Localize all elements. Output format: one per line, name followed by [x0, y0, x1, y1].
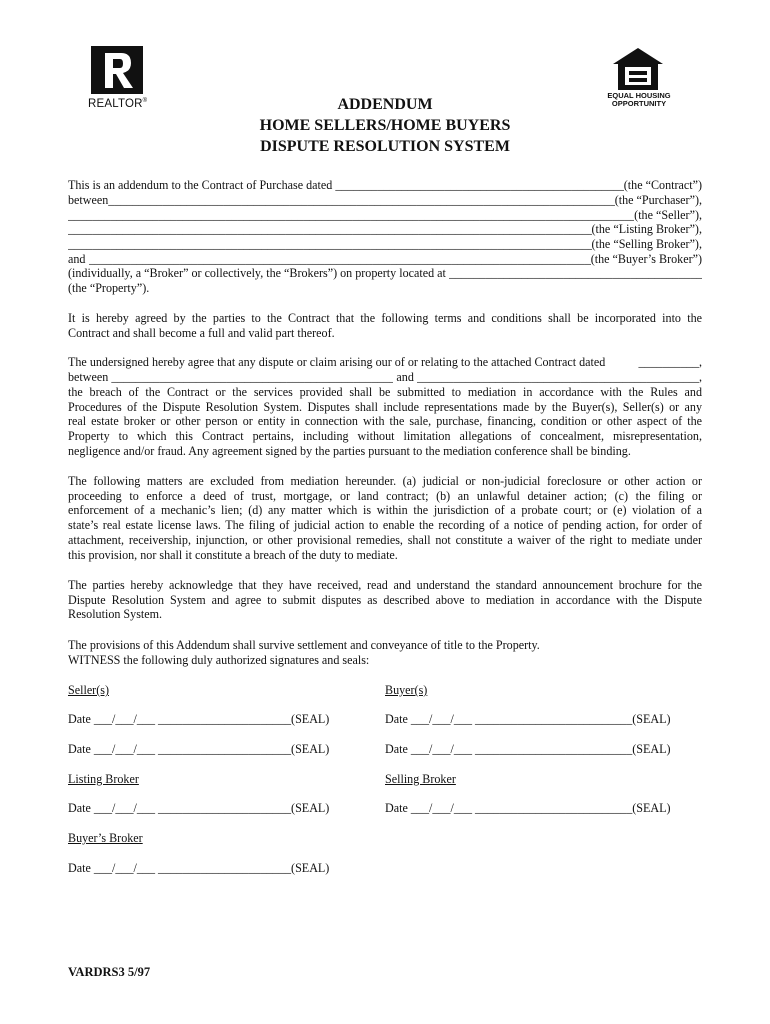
selling-broker-signature[interactable]: Date ___/___/___ __________________________(SEAL) — [385, 801, 671, 815]
title-subject: HOME SELLERS/HOME BUYERS — [259, 117, 511, 134]
para-3-line-5: attachment, receivership, injunction, or other provisional remedies, shall not constitute a waiver of the right to mediate under — [68, 533, 702, 547]
contract-date-line[interactable]: This is an addendum to the Contract of Purchase dated _____ (the “Contract”) — [68, 178, 702, 192]
seller-line[interactable]: _____ (the “Seller”), — [68, 208, 702, 222]
purchaser-line[interactable]: between _____ (the “Purchaser”), — [68, 193, 702, 207]
title-system: DISPUTE RESOLUTION SYSTEM — [260, 138, 510, 155]
para-2-line-6: Property to which this Contract pertains, including without limitation allegations of concealment, misrepresentation, — [68, 429, 702, 443]
para-1-line-2: Contract and shall become a full and valid part thereof. — [68, 326, 335, 340]
para-2-line-1[interactable]: The undersigned hereby agree that any dispute or claim arising our of or relating to the attached Contract dated __________, — [68, 355, 702, 369]
para-3-line-1: The following matters are excluded from mediation hereunder. (a) judicial or non-judicial foreclosure or other action or — [68, 474, 702, 488]
realtor-logo — [91, 46, 143, 94]
property-location-line[interactable]: (individually, a “Broker” or collectively, the “Brokers”) on property located at _____ — [68, 266, 702, 280]
para-3-line-6: this provision, nor shall it constitute a breach of the duty to mediate. — [68, 548, 398, 562]
form-code: VARDRS3 5/97 — [68, 965, 151, 979]
buyers-broker-line[interactable]: and _____ (the “Buyer’s Broker”) — [68, 252, 702, 266]
buyer-signature-1[interactable]: Date ___/___/___ __________________________(SEAL) — [385, 712, 671, 726]
para-4-line-3: Resolution System. — [68, 607, 163, 621]
buyers-heading: Buyer(s) — [385, 683, 428, 697]
buyer-signature-2[interactable]: Date ___/___/___ __________________________(SEAL) — [385, 742, 671, 756]
para-2-line-4: Procedures of the Dispute Resolution System. Disputes shall include representations made by the Buyer(s), Seller(s) or any — [68, 400, 702, 414]
realtor-wordmark: REALTOR® — [88, 98, 148, 110]
selling-broker-heading: Selling Broker — [385, 772, 456, 786]
para-3-line-2: proceeding to enforce a deed of trust, mortgage, or land contract; (b) an unlawful detainer action; (c) the filing or — [68, 489, 702, 503]
sellers-heading: Seller(s) — [68, 683, 109, 697]
para-5-line-2: WITNESS the following duly authorized signatures and seals: — [68, 653, 370, 667]
para-4-line-1: The parties hereby acknowledge that they have received, read and understand the standard announcement brochure for the — [68, 578, 702, 592]
buyers-broker-heading: Buyer’s Broker — [68, 831, 143, 845]
listing-broker-signature[interactable]: Date ___/___/___ ______________________(SEAL) — [68, 801, 330, 815]
para-5-line-1: The provisions of this Addendum shall survive settlement and conveyance of title to the Property. — [68, 638, 540, 652]
title-addendum: ADDENDUM — [337, 96, 433, 113]
buyers-broker-signature[interactable]: Date ___/___/___ ______________________(SEAL) — [68, 861, 330, 875]
para-4-line-2: Dispute Resolution System and agree to submit disputes as described above to mediation in accordance with the Dispute — [68, 593, 702, 607]
listing-broker-heading: Listing Broker — [68, 772, 139, 786]
para-3-line-4: state’s real estate license laws. The filing of judicial action to enable the recording of a notice of pending action, for order of — [68, 518, 702, 532]
property-label: (the “Property”). — [68, 281, 150, 295]
para-2-line-3: the breach of the Contract or the services provided shall be submitted to mediation in accordance with the Rules and — [68, 385, 702, 399]
para-2-line-2[interactable]: between _____ and _____ , — [68, 370, 702, 384]
para-2-line-7: negligence and/or fraud. Any agreement signed by the parties pursuant to the mediation conference shall be binding. — [68, 444, 631, 458]
seller-signature-1[interactable]: Date ___/___/___ ______________________(SEAL) — [68, 712, 330, 726]
para-3-line-3: enforcement of a mechanic’s lien; (d) any matter which is within the jurisdiction of a probate court; or (e) violation of a — [68, 503, 702, 517]
equal-housing-text: EQUAL HOUSING OPPORTUNITY — [607, 91, 671, 108]
equal-housing-icon — [611, 46, 665, 92]
para-1-line-1: It is hereby agreed by the parties to the Contract that the following terms and conditions shall be incorporated into the — [68, 311, 702, 325]
seller-signature-2[interactable]: Date ___/___/___ ______________________(SEAL) — [68, 742, 330, 756]
selling-broker-line[interactable]: _____ (the “Selling Broker”), — [68, 237, 702, 251]
para-2-line-5: real estate broker or other person or entity in connection with the sale, purchase, financing, condition or other aspect of the — [68, 414, 702, 428]
listing-broker-line[interactable]: _____ (the “Listing Broker”), — [68, 222, 702, 236]
